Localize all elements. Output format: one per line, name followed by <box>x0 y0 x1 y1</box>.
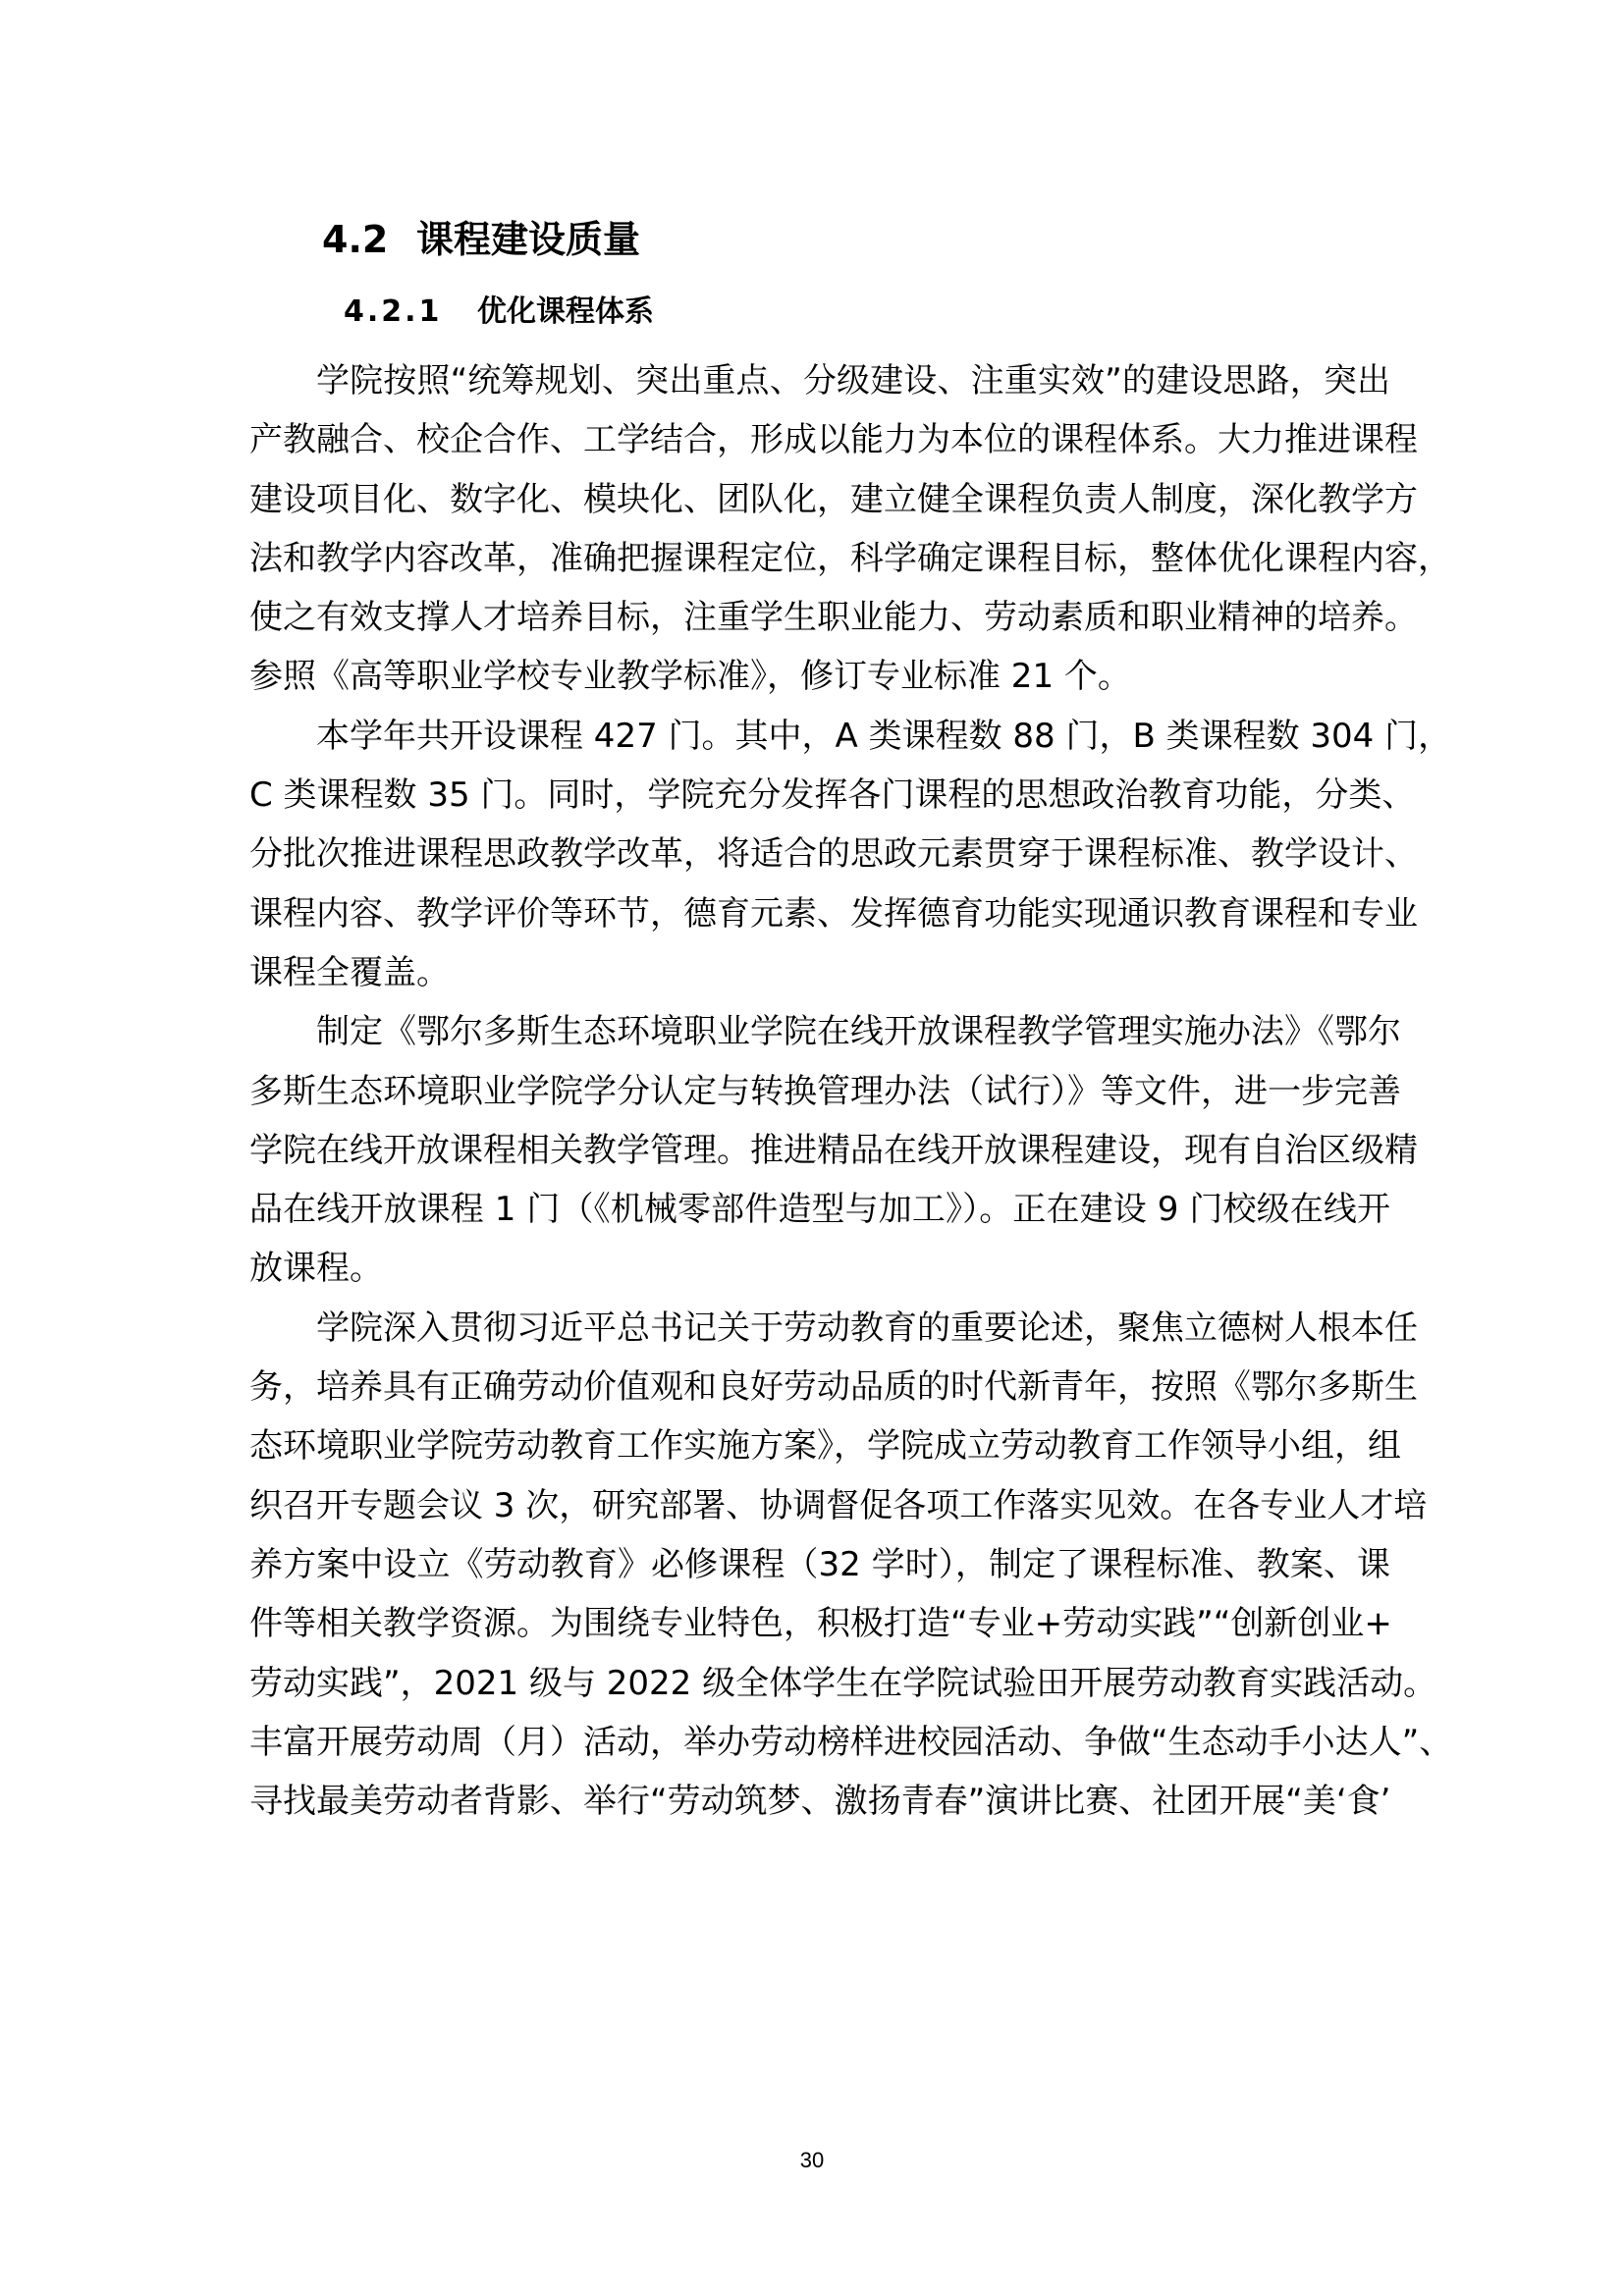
text-line: 使之有效支撑人才培养目标，注重学生职业能力、劳动素质和职业精神的培养。 <box>249 598 1418 638</box>
text-line: 养方案中设立《劳动教育》必修课程（32 学时），制定了课程标准、教案、课 <box>249 1544 1390 1584</box>
text-line: 产教融合、校企合作、工学结合，形成以能力为本位的课程体系。大力推进课程 <box>249 420 1418 460</box>
text-line: 务，培养具有正确劳动价值观和良好劳动品质的时代新青年，按照《鄂尔多斯生 <box>249 1367 1418 1408</box>
text-line: 学院在线开放课程相关教学管理。推进精品在线开放课程建设，现有自治区级精 <box>249 1130 1418 1170</box>
text-line: 学院深入贯彻习近平总书记关于劳动教育的重要论述，聚焦立德树人根本任 <box>316 1308 1418 1348</box>
text-line: 参照《高等职业学校专业教学标准》，修订专业标准 21 个。 <box>249 657 1131 697</box>
page-number: 30 <box>799 2148 825 2172</box>
text-line: 法和教学内容改革，准确把握课程定位，科学确定课程目标，整体优化课程内容， <box>249 538 1451 578</box>
text-line: 织召开专题会议 3 次，研究部署、协调督促各项工作落实见效。在各专业人才培 <box>249 1485 1428 1525</box>
text-line: 态环境职业学院劳动教育工作实施方案》，学院成立劳动教育工作领导小组，组 <box>249 1426 1401 1467</box>
text-line: C 类课程数 35 门。同时，学院充分发挥各门课程的思想政治教育功能，分类、 <box>249 775 1416 816</box>
paragraph <box>249 1299 1453 1832</box>
text-line: 本学年共开设课程 427 门。其中，A 类课程数 88 门，B 类课程数 304 门， <box>316 716 1452 756</box>
text-line: 放课程。 <box>249 1249 383 1289</box>
text-line: 件等相关教学资源。为围绕专业特色，积极打造“专业+劳动实践”“创新创业+ <box>249 1604 1392 1644</box>
section-heading <box>322 208 640 271</box>
paragraph <box>249 707 1452 1002</box>
text-line: 制定《鄂尔多斯生态环境职业学院在线开放课程教学管理实施办法》《鄂尔 <box>316 1012 1401 1052</box>
paragraph <box>249 351 1451 707</box>
text-line: 劳动实践”，2021 级与 2022 级全体学生在学院试验田开展劳动教育实践活动。 <box>249 1663 1437 1703</box>
text-line: 课程全覆盖。 <box>249 952 450 992</box>
text-line: 学院按照“统筹规划、突出重点、分级建设、注重实效”的建设思路，突出 <box>316 361 1390 400</box>
text-line: 建设项目化、数字化、模块化、团队化，建立健全课程负责人制度，深化教学方 <box>249 479 1418 519</box>
text-line: 寻找最美劳动者背影、举行“劳动筑梦、激扬青春”演讲比赛、社团开展“美‘食’ <box>249 1782 1391 1822</box>
subsection-number: 4.2.1 <box>344 294 443 329</box>
section-title: 课程建设质量 <box>416 218 641 261</box>
subsection-heading <box>344 287 654 338</box>
paragraph <box>249 1002 1418 1298</box>
text-line: 课程内容、教学评价等环节，德育元素、发挥德育功能实现通识教育课程和专业 <box>249 893 1418 934</box>
text-line: 品在线开放课程 1 门（《机械零部件造型与加工》）。正在建设 9 门校级在线开 <box>249 1190 1390 1230</box>
subsection-title: 优化课程体系 <box>477 294 654 329</box>
section-number: 4.2 <box>322 218 389 261</box>
body-text <box>249 351 1453 1831</box>
text-line: 分批次推进课程思政教学改革，将适合的思政元素贯穿于课程标准、教学设计、 <box>249 834 1418 875</box>
text-line: 丰富开展劳动周（月）活动，举办劳动榜样进校园活动、争做“生态动手小达人”、 <box>249 1722 1453 1762</box>
text-line: 多斯生态环境职业学院学分认定与转换管理办法（试行）》等文件，进一步完善 <box>249 1071 1401 1111</box>
